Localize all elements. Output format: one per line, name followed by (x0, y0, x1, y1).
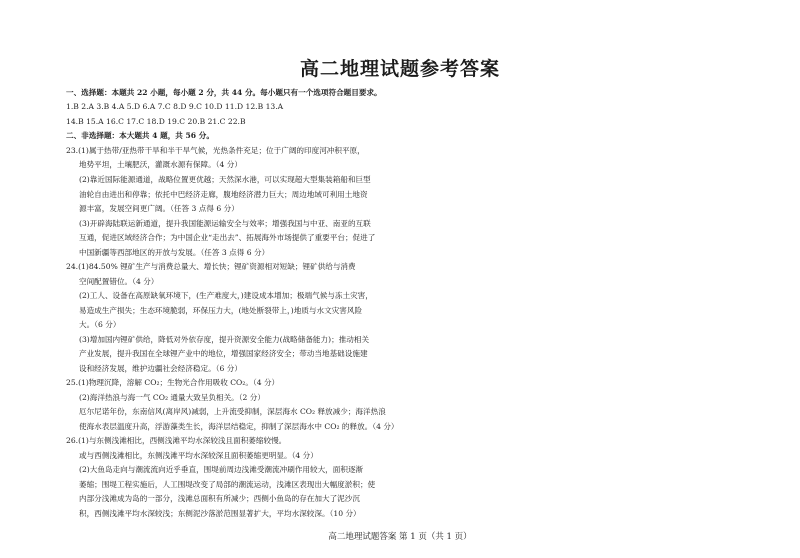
answer-line: 大。（6 分） (79, 320, 121, 329)
answer-line: (2)大鱼岛走向与潮流流向近乎垂直，围堤前周边浅滩受潮流冲刷作用较大，面积逐渐 (79, 465, 364, 474)
answer-line: 易造成生产损失；生态环境脆弱，环保压力大，(地处断裂带上，)地质与水文灾害风险 (79, 306, 363, 315)
page-title: 高二地理试题参考答案 (299, 58, 500, 80)
answer-line: 油轮自由进出和停靠；依托中巴经济走廊，腹地经济潜力巨大；周边地域可利用土地资 (79, 190, 368, 199)
answer-line: 24.(1)84.50% 锂矿生产与消费总量大、增长快；锂矿资源相对短缺；锂矿供给与消费 (66, 262, 356, 271)
section1-heading: 一、选择题：本题共 22 小题，每小题 2 分，共 44 分。每小题只有一个选项符合题目要求。 (66, 88, 382, 97)
answer-line: 26.(1)与东侧浅滩相比，西侧浅滩平均水深较浅且面积萎缩较慢。 (66, 436, 287, 445)
choice-answers-row-2: 14.B 15.A 16.C 17.C 18.D 19.C 20.B 21.C 22.B (66, 117, 246, 126)
answer-line: 互通，促进区域经济合作；为中国企业“走出去”、拓展海外市场提供了重要平台；促进了 (79, 233, 376, 242)
answer-line: (2)靠近国际能源通道，战略位置更优越；天然深水港，可以实现超大型集装箱船和巨型 (79, 175, 371, 184)
answer-line: 产业发展，提升我国在全球锂产业中的地位，增强国家经济安全；带动当地基础设施建 (79, 349, 368, 358)
answer-line: 厄尔尼诺年份，东南信风(离岸风)减弱，上升流受抑制，深层海水 CO₂ 释放减少；海洋热浪 (79, 407, 386, 416)
answer-line: (3)开辟海陆联运新通道，提升我国能源运输安全与效率；增强我国与中亚、南亚的互联 (79, 219, 371, 228)
answer-line: 中国新疆等西部地区的开放与发展。（任答 3 点得 6 分） (79, 248, 270, 257)
answer-line: (3)增加国内锂矿供给，降低对外依存度，提升资源安全能力(战略储备能力)；推动相关 (79, 335, 370, 344)
section2-heading: 二、非选择题：本大题共 4 题，共 56 分。 (66, 131, 214, 140)
choice-answers-row-1: 1.B 2.A 3.B 4.A 5.D 6.A 7.C 8.D 9.C 10.D 11.D 12.B 13.A (66, 102, 284, 111)
answer-line: 地势平坦，土壤肥沃，灌溉水源有保障。（4 分） (79, 160, 242, 169)
answer-line: 23.(1)属于热带/亚热带干旱和半干旱气候，光热条件充足；位于广阔的印度河冲积平原， (66, 146, 365, 155)
answer-line: 设和经济发展，维护边疆社会经济稳定。（6 分） (79, 364, 242, 373)
answer-line: (2)工人、设备在高原缺氧环境下，(生产难度大，)建设成本增加；极端气候与冻土灾害， (79, 291, 373, 300)
answer-line: 积，西侧浅滩平均水深较浅；东侧泥沙落淤范围显著扩大，平均水深较深。（10 分） (79, 509, 361, 518)
answer-line: (2)海洋热浪与海一气 CO₂ 通量大致呈负相关。（2 分） (79, 393, 265, 402)
answer-line: 源丰富，发展空间更广阔。（任答 3 点得 6 分） (79, 204, 239, 213)
answer-line: 使海水表层温度升高，浮游藻类生长，海洋层结稳定，抑制了深层海水中 CO₂ 的释放。（4 分） (79, 422, 399, 431)
answer-line: 萎缩；围堤工程实施后，人工围堤改变了局部的潮流运动，浅滩区表现出大幅度淤积；使 (79, 480, 376, 489)
page-footer: 高二地理试题答案 第 1 页（共 1 页） (328, 532, 472, 542)
answer-line: 或与西侧浅滩相比，东侧浅滩平均水深较深且面积萎缩更明显。（4 分） (79, 451, 318, 460)
answer-line: 25.(1)物理沉降，溶解 CO₂；生物光合作用吸收 CO₂。（4 分） (66, 378, 280, 387)
answer-line: 内部分浅滩成为岛的一部分，浅滩总面积有所减少；西侧小鱼岛的存在加大了泥沙沉 (79, 494, 360, 503)
answer-line: 空间配置错位。（4 分） (79, 277, 159, 286)
